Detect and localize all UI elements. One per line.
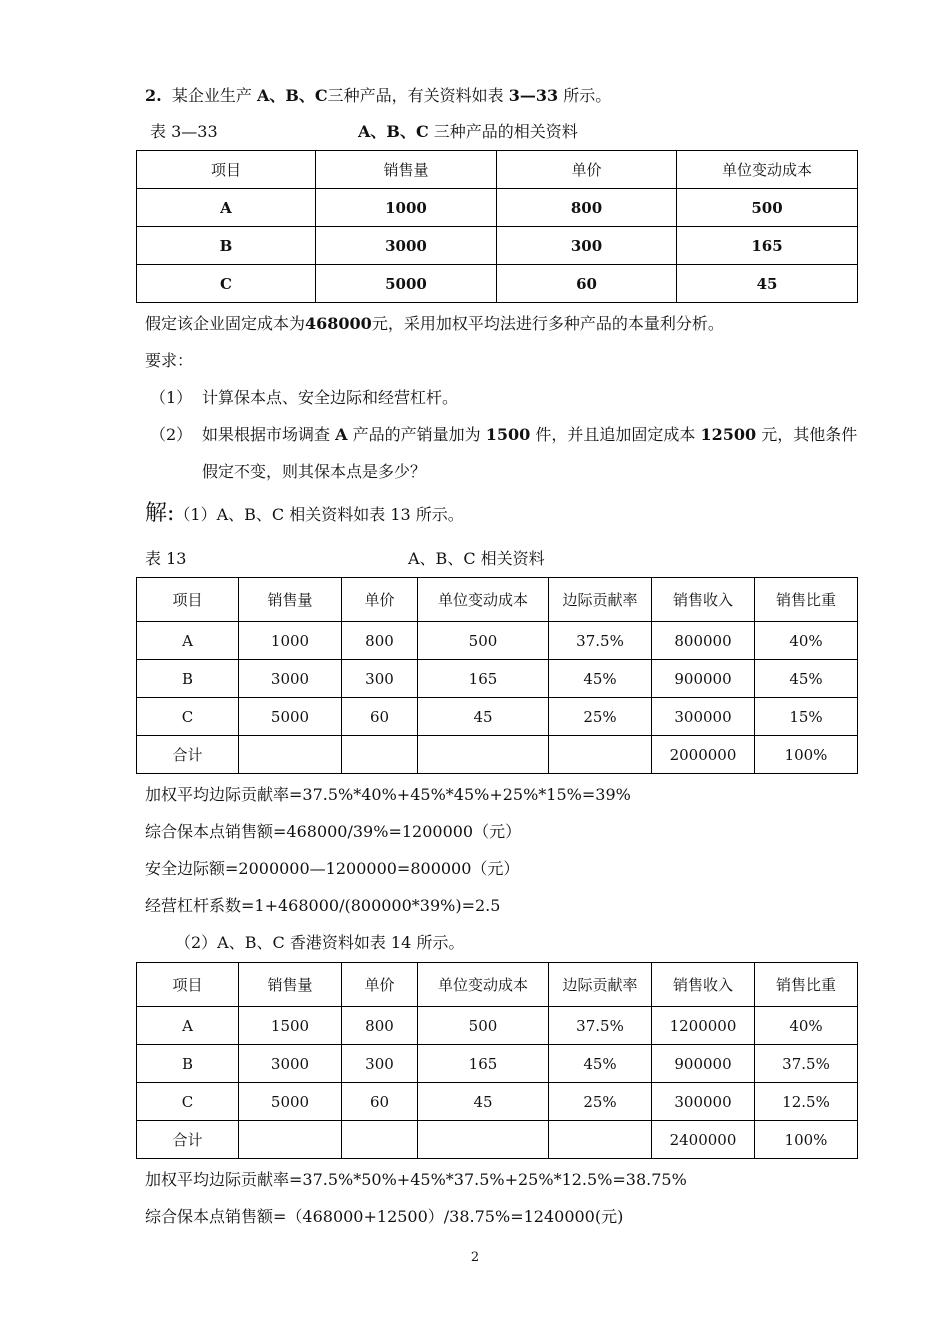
header-cell: 项目: [137, 963, 239, 1007]
table-cell: [418, 1121, 549, 1159]
table-cell: 45: [418, 1083, 549, 1121]
table-cell: 500: [418, 622, 549, 660]
table-cell: 2000000: [652, 736, 755, 774]
table-cell: 500: [418, 1007, 549, 1045]
table-cell: 60: [342, 698, 418, 736]
table-cell: 2400000: [652, 1121, 755, 1159]
table-cell: 3000: [239, 1045, 342, 1083]
table-cell: 37.5%: [755, 1045, 858, 1083]
header-cell: 销售比重: [755, 578, 858, 622]
table-cell: 900000: [652, 1045, 755, 1083]
table-333-title: A、B、C 三种产品的相关资料: [358, 122, 578, 141]
table-cell: [549, 736, 652, 774]
solution-part-2: （2）A、B、C 香港资料如表 14 所示。: [175, 933, 465, 952]
table-row: [137, 660, 858, 698]
page-number: 2: [470, 1250, 480, 1265]
header-cell: 边际贡献率: [549, 963, 652, 1007]
table-cell: 300: [497, 227, 677, 265]
table-cell: 3000: [239, 660, 342, 698]
table-cell: 800: [342, 1007, 418, 1045]
table-cell: B: [137, 227, 316, 265]
table-cell: 15%: [755, 698, 858, 736]
table-row: [137, 698, 858, 736]
table-row: [137, 1083, 858, 1121]
table-cell: 1200000: [652, 1007, 755, 1045]
table-cell: 1500: [239, 1007, 342, 1045]
header-cell: 单位变动成本: [418, 578, 549, 622]
table-cell: [239, 1121, 342, 1159]
calc-weighted-margin: 加权平均边际贡献率=37.5%*40%+45%*45%+25%*15%=39%: [145, 785, 631, 804]
table-total-row: [137, 736, 858, 774]
header-cell: 销售收入: [652, 578, 755, 622]
assumption-text: 假定该企业固定成本为468000元，采用加权平均法进行多种产品的本量利分析。: [145, 314, 724, 333]
header-cell: 单位变动成本: [677, 151, 858, 189]
table-cell: 100%: [755, 1121, 858, 1159]
header-cell: 销售量: [239, 578, 342, 622]
table-cell: 合计: [137, 1121, 239, 1159]
table-cell: A: [137, 189, 316, 227]
table-cell: 45: [677, 265, 858, 303]
table-cell: A: [137, 622, 239, 660]
requirement-2-text-line2: 假定不变，则其保本点是多少？: [202, 462, 427, 481]
table-cell: 300000: [652, 1083, 755, 1121]
calc-safety-margin: 安全边际额=2000000—1200000=800000（元）: [145, 859, 520, 878]
table-cell: B: [137, 660, 239, 698]
table-cell: 合计: [137, 736, 239, 774]
header-cell: 销售量: [239, 963, 342, 1007]
header-cell: 单价: [342, 578, 418, 622]
table-cell: 45%: [549, 1045, 652, 1083]
table-row: [137, 1007, 858, 1045]
table-cell: 300000: [652, 698, 755, 736]
table-cell: 37.5%: [549, 1007, 652, 1045]
table-header-row: [137, 151, 858, 189]
calc-breakeven-2: 综合保本点销售额=（468000+12500）/38.75%=1240000(元): [145, 1207, 624, 1226]
table-cell: C: [137, 698, 239, 736]
table-cell: 1000: [239, 622, 342, 660]
header-cell: 项目: [137, 151, 316, 189]
table-cell: C: [137, 265, 316, 303]
table-row: [137, 1045, 858, 1083]
solution-intro: 解:（1）A、B、C 相关资料如表 13 所示。: [145, 501, 464, 526]
table-cell: 5000: [239, 1083, 342, 1121]
table-cell: 40%: [755, 622, 858, 660]
table-row: [137, 265, 858, 303]
requirement-1-number: （1）: [150, 388, 193, 407]
table-cell: 800: [497, 189, 677, 227]
table-cell: [342, 736, 418, 774]
requirement-1-text: 计算保本点、安全边际和经营杠杆。: [202, 388, 459, 407]
table-cell: 5000: [239, 698, 342, 736]
calc-weighted-margin-2: 加权平均边际贡献率=37.5%*50%+45%*37.5%+25%*12.5%=38.75%: [145, 1170, 687, 1189]
table-cell: 40%: [755, 1007, 858, 1045]
table-cell: 3000: [316, 227, 497, 265]
table-13-label: 表 13: [145, 549, 187, 568]
table-cell: 45: [418, 698, 549, 736]
table-cell: 300: [342, 1045, 418, 1083]
table-cell: 800: [342, 622, 418, 660]
header-cell: 项目: [137, 578, 239, 622]
table-cell: 100%: [755, 736, 858, 774]
table-cell: [549, 1121, 652, 1159]
table-cell: 500: [677, 189, 858, 227]
table-13: [136, 577, 858, 774]
header-cell: 单价: [497, 151, 677, 189]
table-333-label: 表 3—33: [150, 122, 218, 141]
table-cell: 165: [677, 227, 858, 265]
table-cell: 1000: [316, 189, 497, 227]
table-cell: 45%: [755, 660, 858, 698]
table-row: [137, 189, 858, 227]
table-cell: 25%: [549, 1083, 652, 1121]
calc-operating-leverage: 经营杠杆系数=1+468000/(800000*39%)=2.5: [145, 896, 501, 915]
table-cell: 165: [418, 1045, 549, 1083]
table-cell: 45%: [549, 660, 652, 698]
table-cell: 12.5%: [755, 1083, 858, 1121]
header-cell: 销售量: [316, 151, 497, 189]
table-3-33: [136, 150, 858, 303]
table-cell: 165: [418, 660, 549, 698]
table-cell: [239, 736, 342, 774]
table-header-row: [137, 963, 858, 1007]
table-total-row: [137, 1121, 858, 1159]
table-cell: 900000: [652, 660, 755, 698]
table-cell: A: [137, 1007, 239, 1045]
header-cell: 销售收入: [652, 963, 755, 1007]
header-cell: 销售比重: [755, 963, 858, 1007]
table-cell: 60: [497, 265, 677, 303]
requirement-2-text: 如果根据市场调查 A 产品的产销量加为 1500 件，并且追加固定成本 12500 元，其他条件: [202, 425, 858, 444]
header-cell: 单位变动成本: [418, 963, 549, 1007]
table-cell: [418, 736, 549, 774]
table-14: [136, 962, 858, 1159]
table-cell: 300: [342, 660, 418, 698]
problem-intro: 2. 某企业生产 A、B、C三种产品，有关资料如表 3—33 所示。: [145, 86, 612, 105]
table-cell: B: [137, 1045, 239, 1083]
requirements-label: 要求：: [145, 351, 194, 370]
table-cell: [342, 1121, 418, 1159]
solution-label: 解:: [145, 501, 175, 526]
problem-number: 2.: [145, 86, 162, 105]
table-header-row: [137, 578, 858, 622]
table-cell: 37.5%: [549, 622, 652, 660]
table-cell: 800000: [652, 622, 755, 660]
calc-breakeven: 综合保本点销售额=468000/39%=1200000（元）: [145, 822, 522, 841]
requirement-2-number: （2）: [150, 425, 193, 444]
header-cell: 单价: [342, 963, 418, 1007]
table-cell: C: [137, 1083, 239, 1121]
header-cell: 边际贡献率: [549, 578, 652, 622]
table-row: [137, 622, 858, 660]
table-cell: 60: [342, 1083, 418, 1121]
table-13-title: A、B、C 相关资料: [408, 549, 545, 568]
table-cell: 5000: [316, 265, 497, 303]
table-row: [137, 227, 858, 265]
table-cell: 25%: [549, 698, 652, 736]
